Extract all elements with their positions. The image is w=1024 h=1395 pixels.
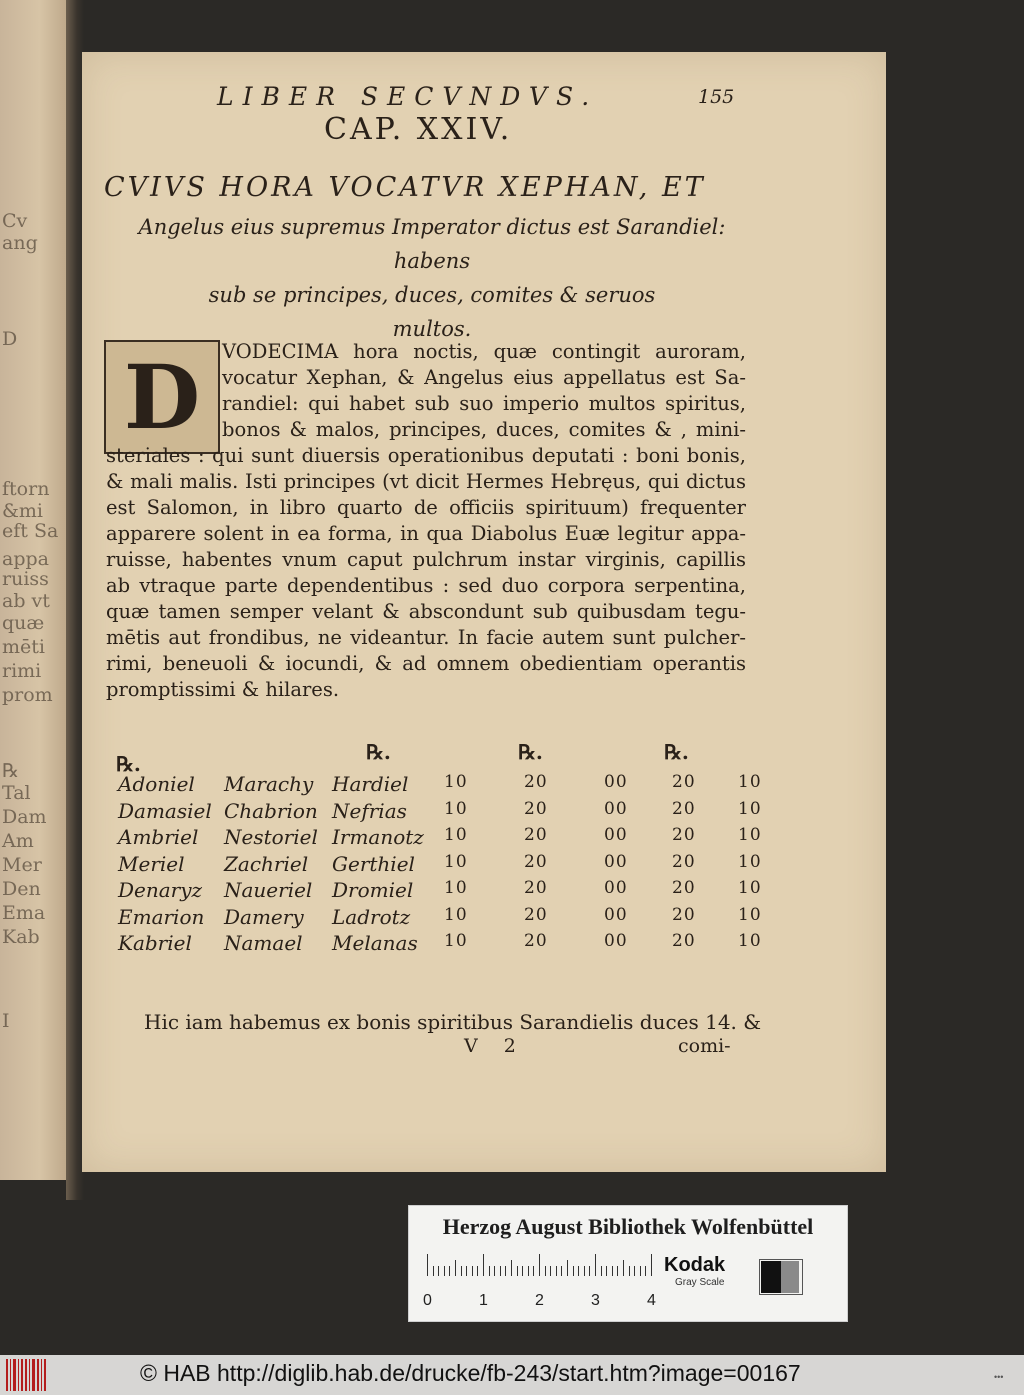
ruler-tick <box>573 1266 574 1276</box>
logo-bar <box>25 1359 27 1391</box>
number-cell: 10 <box>738 798 762 819</box>
ruler-tick <box>612 1266 613 1276</box>
left-page-fragment: Mer <box>2 854 42 876</box>
body-line: steriales : qui sunt diuersis operationibus deputati : boni bonis, <box>106 444 746 467</box>
catchword: comi- <box>678 1035 731 1057</box>
spirit-name-cell: Emarion <box>118 904 205 929</box>
number-cell: 10 <box>444 931 468 951</box>
spirit-name-cell: Irmanotz <box>332 825 424 849</box>
number-cell: 20 <box>672 825 696 845</box>
spirit-name-cell: Marachy <box>224 772 314 796</box>
ruler-tick <box>561 1266 562 1276</box>
left-page-fragment: eft Sa <box>2 520 59 542</box>
body-line: & mali malis. Isti principes (vt dicit Hermes Hebręus, qui dictus <box>106 470 746 493</box>
left-page-fragment: Cv <box>2 210 28 232</box>
number-cell: 10 <box>444 851 468 872</box>
number-cell: 20 <box>672 904 696 925</box>
left-page-fragment: prom <box>2 684 53 706</box>
decorated-initial <box>104 340 220 454</box>
spirit-name-cell: Zachriel <box>224 851 309 876</box>
left-page-fragment: rimi <box>2 660 42 682</box>
table-row <box>104 905 764 931</box>
scale-ruler <box>423 1252 659 1309</box>
scale-label: 1 <box>479 1292 488 1309</box>
spirit-name-cell: Nestoriel <box>224 825 318 849</box>
number-cell: 00 <box>604 904 628 925</box>
left-page-fragment: I <box>2 1010 10 1032</box>
body-line: bonos & malos, principes, duces, comites & , mini- <box>222 418 746 441</box>
recipe-mark: ℞. <box>116 752 141 776</box>
body-line: apparere solent in ea forma, in qua Diabolus Euæ legitur appa- <box>106 522 746 545</box>
logo-bar <box>18 1359 19 1391</box>
number-cell: 00 <box>604 851 628 872</box>
ruler-tick <box>584 1266 585 1276</box>
number-cell: 10 <box>738 825 762 845</box>
number-cell: 10 <box>444 904 468 925</box>
section-subheading <box>102 210 762 346</box>
ruler-tick <box>629 1266 630 1276</box>
left-facing-page <box>0 0 72 1180</box>
copyright-link[interactable]: © HAB http://diglib.hab.de/drucke/fb-243/start.htm?image=00167 <box>140 1360 801 1386</box>
ruler-tick <box>595 1254 596 1276</box>
ruler-tick <box>556 1266 557 1276</box>
spirit-name-cell: Melanas <box>332 931 418 955</box>
left-page-fragment: mēti <box>2 636 45 658</box>
number-cell: 20 <box>672 931 696 951</box>
running-head: LIBER SECVNDVS. <box>217 82 599 111</box>
ruler-tick <box>539 1254 540 1276</box>
logo-bar <box>29 1359 30 1391</box>
ruler-tick <box>438 1266 439 1276</box>
spirit-name-cell: Naueriel <box>224 878 313 902</box>
ruler-tick <box>528 1266 529 1276</box>
spirit-name-cell: Ambriel <box>118 825 199 849</box>
ruler-tick <box>505 1266 506 1276</box>
body-line: promptissimi & hilares. <box>106 678 340 701</box>
body-line: mētis aut frondibus, ne videantur. In facie autem sunt pulcher- <box>106 626 746 649</box>
black-swatch <box>761 1261 781 1293</box>
book-page <box>82 52 886 1172</box>
ruler-tick <box>472 1266 473 1276</box>
ruler-tick <box>489 1266 490 1276</box>
left-page-fragment: ℞ <box>2 760 20 782</box>
number-cell: 20 <box>524 904 548 925</box>
table-row <box>104 931 764 957</box>
body-line: randiel: qui habet sub suo imperio multos spiritus, <box>222 392 746 415</box>
left-page-fragment: D <box>2 328 18 350</box>
left-page-fragment: &mi <box>2 500 44 522</box>
ruler-tick <box>449 1266 450 1276</box>
left-page-fragment: ang <box>2 232 38 254</box>
spirit-name-cell: Damasiel <box>118 798 212 823</box>
ruler-tick <box>578 1266 579 1276</box>
number-cell: 10 <box>444 878 468 898</box>
number-cell: 00 <box>604 931 628 951</box>
scale-label: 2 <box>535 1292 544 1309</box>
logo-bar <box>13 1359 16 1391</box>
number-cell: 00 <box>604 825 628 845</box>
spirit-name-cell: Kabriel <box>118 931 192 955</box>
number-cell: 10 <box>738 878 762 898</box>
left-page-fragment: ab vt <box>2 590 50 612</box>
ruler-tick <box>645 1266 646 1276</box>
number-cell: 10 <box>444 825 468 845</box>
initial-letter: D <box>123 345 201 449</box>
number-cell: 20 <box>672 878 696 898</box>
color-calibration-card <box>408 1205 848 1322</box>
recipe-mark: ℞. <box>366 740 391 764</box>
spirit-name-cell: Adoniel <box>118 772 195 796</box>
spirit-name-cell: Denaryz <box>118 878 203 902</box>
table-row <box>104 772 764 798</box>
subheading-line: multos. <box>392 317 472 341</box>
ruler-tick <box>545 1266 546 1276</box>
ruler-tick <box>617 1266 618 1276</box>
ruler-tick <box>433 1266 434 1276</box>
spirit-name-cell: Meriel <box>118 851 185 876</box>
number-cell: 00 <box>604 878 628 898</box>
spirit-name-cell: Ladrotz <box>332 904 411 929</box>
ruler-tick <box>455 1260 456 1276</box>
spirit-name-cell: Dromiel <box>332 878 414 902</box>
scale-label: 3 <box>591 1292 600 1309</box>
recipe-mark: ℞. <box>518 740 543 764</box>
number-cell: 20 <box>672 851 696 872</box>
kodak-brand: Kodak <box>664 1254 726 1276</box>
number-cell: 10 <box>444 798 468 819</box>
ruler-tick <box>500 1266 501 1276</box>
table-row <box>104 878 764 904</box>
left-page-fragment: Am <box>2 830 34 852</box>
ruler-tick <box>517 1266 518 1276</box>
body-line: vocatur Xephan, & Angelus eius appellatus est Sa- <box>222 366 746 389</box>
ruler-tick <box>606 1266 607 1276</box>
number-cell: 20 <box>524 851 548 872</box>
ruler-tick <box>494 1266 495 1276</box>
number-cell: 10 <box>738 851 762 872</box>
chapter-heading: CAP. XXIV. <box>324 112 513 147</box>
left-page-fragment: Dam <box>2 806 47 828</box>
body-line: ruisse, habentes vnum caput pulchrum instar virginis, capillis <box>106 548 746 571</box>
body-line: est Salomon, in libro quarto de officiis spirituum) frequenter <box>106 496 746 519</box>
number-cell: 10 <box>738 904 762 925</box>
left-page-fragment: Tal <box>2 782 31 804</box>
spirit-name-cell: Hardiel <box>332 772 409 796</box>
scale-label: 4 <box>647 1292 656 1309</box>
number-cell: 10 <box>444 772 468 792</box>
ruler-tick <box>522 1266 523 1276</box>
ruler-tick <box>623 1260 624 1276</box>
ruler-tick <box>634 1266 635 1276</box>
ruler-tick <box>511 1260 512 1276</box>
ruler-tick <box>550 1266 551 1276</box>
table-row <box>104 852 764 878</box>
number-cell: 10 <box>738 931 762 951</box>
left-page-fragment: appa <box>2 548 49 570</box>
section-heading: CVIVS HORA VOCATVR XEPHAN, ET <box>104 172 706 203</box>
recipe-mark: ℞. <box>664 740 689 764</box>
number-cell: 20 <box>524 798 548 819</box>
gray-swatch <box>781 1261 799 1293</box>
ruler-tick <box>533 1266 534 1276</box>
logo-bar <box>37 1359 39 1391</box>
logo-bar <box>10 1359 11 1391</box>
ruler-tick <box>640 1266 641 1276</box>
logo-bar <box>41 1359 42 1391</box>
left-page-fragment: Ema <box>2 902 46 924</box>
number-cell: 20 <box>524 878 548 898</box>
ruler-tick <box>601 1266 602 1276</box>
left-page-fragment: Den <box>2 878 41 900</box>
spirit-name-cell: Damery <box>224 904 304 929</box>
scale-label: 0 <box>423 1292 432 1309</box>
number-cell: 00 <box>604 798 628 819</box>
spirit-name-cell: Gerthiel <box>332 851 415 876</box>
table-row <box>104 799 764 825</box>
ruler-tick <box>651 1254 652 1276</box>
spirit-name-cell: Namael <box>224 931 303 955</box>
spirit-name-cell: Nefrias <box>332 798 407 823</box>
ruler-tick <box>427 1254 428 1276</box>
number-cell: 20 <box>524 772 548 792</box>
spirit-name-cell: Chabrion <box>224 798 318 823</box>
number-cell: 00 <box>604 772 628 792</box>
signature-mark: V 2 <box>464 1035 526 1057</box>
left-page-fragment: ftorn <box>2 478 50 500</box>
ruler-tick <box>589 1266 590 1276</box>
number-cell: 20 <box>524 825 548 845</box>
left-page-fragment: Kab <box>2 926 40 948</box>
number-cell: 20 <box>524 931 548 951</box>
logo-bar <box>6 1359 8 1391</box>
number-cell: 20 <box>672 772 696 792</box>
ruler-tick <box>477 1266 478 1276</box>
logo-bar <box>32 1359 35 1391</box>
footer-line: Hic iam habemus ex bonis spiritibus Sarandielis duces 14. & <box>144 1010 762 1034</box>
number-cell: 20 <box>672 798 696 819</box>
logo-bar <box>44 1359 46 1391</box>
number-cell: 10 <box>738 772 762 792</box>
body-line: quæ tamen semper velant & abscondunt sub quibusdam tegu- <box>106 600 746 623</box>
left-page-fragment: ruiss <box>2 568 49 590</box>
subheading-line: Angelus eius supremus Imperator dictus est Sarandiel: habens <box>138 215 726 273</box>
library-name: Herzog August Bibliothek Wolfenbüttel <box>442 1214 814 1239</box>
body-line: rimi, beneuoli & iocundi, & ad omnem obedientiam operantis <box>106 652 746 675</box>
body-line: VODECIMA hora noctis, quæ contingit auroram, <box>222 340 746 363</box>
gray-scale-label: Gray Scale <box>675 1277 725 1288</box>
left-page-fragment: quæ <box>2 612 45 634</box>
page-number: 155 <box>698 86 735 108</box>
ruler-tick <box>567 1260 568 1276</box>
subheading-line: sub se principes, duces, comites & seruos <box>208 283 656 307</box>
ruler-tick <box>444 1266 445 1276</box>
ruler-tick <box>461 1266 462 1276</box>
ruler-tick <box>483 1254 484 1276</box>
body-line: ab vtraque parte dependentibus : sed duo corpora serpentina, <box>106 574 746 597</box>
table-row <box>104 825 764 851</box>
ruler-tick <box>466 1266 467 1276</box>
logo-bar <box>21 1359 23 1391</box>
more-dots-icon[interactable]: ••• <box>994 1372 1004 1382</box>
hab-logo-icon <box>6 1359 48 1391</box>
